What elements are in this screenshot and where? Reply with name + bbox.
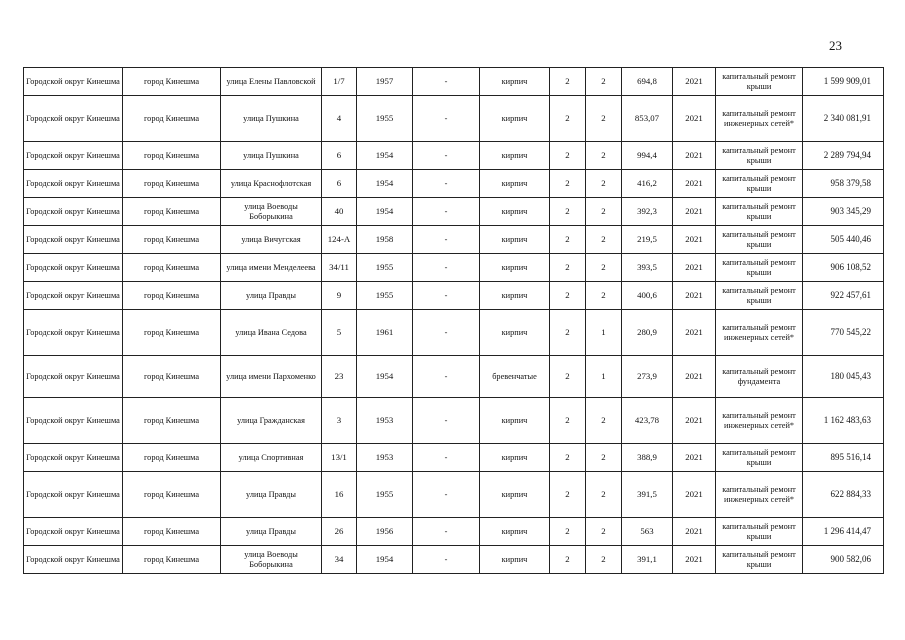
- entrances-cell: 2: [586, 254, 622, 282]
- area-cell: 391,1: [622, 546, 673, 574]
- area-cell: 423,78: [622, 398, 673, 444]
- area-cell: 853,07: [622, 96, 673, 142]
- table-row: [24, 356, 884, 398]
- plan-year-cell: 2021: [673, 444, 716, 472]
- house-number-cell: 34/11: [322, 254, 357, 282]
- wall-material-cell: кирпич: [480, 472, 550, 518]
- house-number-cell: 4: [322, 96, 357, 142]
- work-type-cell: капитальный ремонт крыши: [716, 282, 803, 310]
- cost-cell: 770 545,22: [803, 310, 884, 356]
- cost-cell: 505 440,46: [803, 226, 884, 254]
- area-cell: 273,9: [622, 356, 673, 398]
- table-row: [24, 96, 884, 142]
- plan-year-cell: 2021: [673, 68, 716, 96]
- wall-material-cell: кирпич: [480, 546, 550, 574]
- build-year-cell: 1961: [357, 310, 413, 356]
- district-cell: Городской округ Кинешма: [24, 546, 123, 574]
- street-cell: улица Краснофлотская: [221, 170, 322, 198]
- wall-material-cell: кирпич: [480, 170, 550, 198]
- cost-cell: 900 582,06: [803, 546, 884, 574]
- area-cell: 388,9: [622, 444, 673, 472]
- dash-cell: -: [413, 546, 480, 574]
- work-type-cell: капитальный ремонт крыши: [716, 546, 803, 574]
- house-number-cell: 16: [322, 472, 357, 518]
- district-cell: Городской округ Кинешма: [24, 282, 123, 310]
- house-number-cell: 124-А: [322, 226, 357, 254]
- floors-cell: 2: [550, 142, 586, 170]
- work-type-cell: капитальный ремонт крыши: [716, 226, 803, 254]
- cost-cell: 180 045,43: [803, 356, 884, 398]
- table-row: [24, 310, 884, 356]
- build-year-cell: 1953: [357, 398, 413, 444]
- area-cell: 280,9: [622, 310, 673, 356]
- city-cell: город Кинешма: [123, 472, 221, 518]
- street-cell: улица Воеводы Боборыкина: [221, 198, 322, 226]
- dash-cell: -: [413, 444, 480, 472]
- house-number-cell: 40: [322, 198, 357, 226]
- entrances-cell: 2: [586, 198, 622, 226]
- build-year-cell: 1955: [357, 96, 413, 142]
- area-cell: 563: [622, 518, 673, 546]
- work-type-cell: капитальный ремонт крыши: [716, 518, 803, 546]
- wall-material-cell: кирпич: [480, 68, 550, 96]
- street-cell: улица имени Пархоменко: [221, 356, 322, 398]
- table-row: [24, 254, 884, 282]
- cost-cell: 622 884,33: [803, 472, 884, 518]
- page-number: 23: [829, 38, 842, 53]
- house-number-cell: 23: [322, 356, 357, 398]
- city-cell: город Кинешма: [123, 96, 221, 142]
- floors-cell: 2: [550, 398, 586, 444]
- house-number-cell: 6: [322, 142, 357, 170]
- floors-cell: 2: [550, 310, 586, 356]
- district-cell: Городской округ Кинешма: [24, 356, 123, 398]
- work-type-cell: капитальный ремонт крыши: [716, 254, 803, 282]
- wall-material-cell: кирпич: [480, 142, 550, 170]
- entrances-cell: 2: [586, 226, 622, 254]
- district-cell: Городской округ Кинешма: [24, 170, 123, 198]
- floors-cell: 2: [550, 170, 586, 198]
- build-year-cell: 1956: [357, 518, 413, 546]
- street-cell: улица Пушкина: [221, 96, 322, 142]
- city-cell: город Кинешма: [123, 310, 221, 356]
- cost-cell: 906 108,52: [803, 254, 884, 282]
- street-cell: улица Гражданская: [221, 398, 322, 444]
- table-body: [24, 68, 884, 574]
- dash-cell: -: [413, 226, 480, 254]
- work-type-cell: капитальный ремонт крыши: [716, 444, 803, 472]
- city-cell: город Кинешма: [123, 546, 221, 574]
- floors-cell: 2: [550, 198, 586, 226]
- wall-material-cell: кирпич: [480, 226, 550, 254]
- plan-year-cell: 2021: [673, 254, 716, 282]
- entrances-cell: 2: [586, 472, 622, 518]
- street-cell: улица Правды: [221, 518, 322, 546]
- district-cell: Городской округ Кинешма: [24, 68, 123, 96]
- cost-cell: 2 289 794,94: [803, 142, 884, 170]
- work-type-cell: капитальный ремонт крыши: [716, 142, 803, 170]
- work-type-cell: капитальный ремонт крыши: [716, 198, 803, 226]
- dash-cell: -: [413, 170, 480, 198]
- work-type-cell: капитальный ремонт крыши: [716, 170, 803, 198]
- table-row: [24, 546, 884, 574]
- dash-cell: -: [413, 518, 480, 546]
- district-cell: Городской округ Кинешма: [24, 142, 123, 170]
- floors-cell: 2: [550, 518, 586, 546]
- dash-cell: -: [413, 310, 480, 356]
- area-cell: 392,3: [622, 198, 673, 226]
- table-row: [24, 170, 884, 198]
- house-number-cell: 1/7: [322, 68, 357, 96]
- plan-year-cell: 2021: [673, 96, 716, 142]
- build-year-cell: 1953: [357, 444, 413, 472]
- city-cell: город Кинешма: [123, 142, 221, 170]
- city-cell: город Кинешма: [123, 226, 221, 254]
- cost-cell: 1 599 909,01: [803, 68, 884, 96]
- entrances-cell: 1: [586, 310, 622, 356]
- plan-year-cell: 2021: [673, 518, 716, 546]
- entrances-cell: 2: [586, 546, 622, 574]
- build-year-cell: 1955: [357, 282, 413, 310]
- plan-year-cell: 2021: [673, 198, 716, 226]
- area-cell: 393,5: [622, 254, 673, 282]
- city-cell: город Кинешма: [123, 170, 221, 198]
- entrances-cell: 1: [586, 356, 622, 398]
- work-type-cell: капитальный ремонт инженерных сетей*: [716, 310, 803, 356]
- house-number-cell: 3: [322, 398, 357, 444]
- build-year-cell: 1958: [357, 226, 413, 254]
- plan-year-cell: 2021: [673, 170, 716, 198]
- floors-cell: 2: [550, 444, 586, 472]
- wall-material-cell: кирпич: [480, 198, 550, 226]
- build-year-cell: 1954: [357, 546, 413, 574]
- work-type-cell: капитальный ремонт крыши: [716, 68, 803, 96]
- house-number-cell: 5: [322, 310, 357, 356]
- floors-cell: 2: [550, 226, 586, 254]
- area-cell: 994,4: [622, 142, 673, 170]
- wall-material-cell: бревенчатые: [480, 356, 550, 398]
- street-cell: улица Вичугская: [221, 226, 322, 254]
- cost-cell: 1 296 414,47: [803, 518, 884, 546]
- floors-cell: 2: [550, 96, 586, 142]
- city-cell: город Кинешма: [123, 356, 221, 398]
- house-number-cell: 34: [322, 546, 357, 574]
- table-row: [24, 226, 884, 254]
- street-cell: улица Правды: [221, 472, 322, 518]
- entrances-cell: 2: [586, 68, 622, 96]
- area-cell: 416,2: [622, 170, 673, 198]
- table-row: [24, 444, 884, 472]
- plan-year-cell: 2021: [673, 356, 716, 398]
- build-year-cell: 1954: [357, 356, 413, 398]
- work-type-cell: капитальный ремонт инженерных сетей*: [716, 398, 803, 444]
- dash-cell: -: [413, 254, 480, 282]
- table-row: [24, 68, 884, 96]
- area-cell: 391,5: [622, 472, 673, 518]
- floors-cell: 2: [550, 546, 586, 574]
- table-row: [24, 282, 884, 310]
- district-cell: Городской округ Кинешма: [24, 398, 123, 444]
- dash-cell: -: [413, 398, 480, 444]
- city-cell: город Кинешма: [123, 282, 221, 310]
- entrances-cell: 2: [586, 444, 622, 472]
- floors-cell: 2: [550, 254, 586, 282]
- build-year-cell: 1955: [357, 254, 413, 282]
- wall-material-cell: кирпич: [480, 398, 550, 444]
- build-year-cell: 1954: [357, 170, 413, 198]
- cost-cell: 2 340 081,91: [803, 96, 884, 142]
- dash-cell: -: [413, 356, 480, 398]
- work-type-cell: капитальный ремонт фундамента: [716, 356, 803, 398]
- wall-material-cell: кирпич: [480, 96, 550, 142]
- street-cell: улица Ивана Седова: [221, 310, 322, 356]
- city-cell: город Кинешма: [123, 518, 221, 546]
- plan-year-cell: 2021: [673, 472, 716, 518]
- floors-cell: 2: [550, 472, 586, 518]
- table-row: [24, 142, 884, 170]
- street-cell: улица имени Менделеева: [221, 254, 322, 282]
- dash-cell: -: [413, 282, 480, 310]
- street-cell: улица Спортивная: [221, 444, 322, 472]
- entrances-cell: 2: [586, 142, 622, 170]
- wall-material-cell: кирпич: [480, 518, 550, 546]
- entrances-cell: 2: [586, 282, 622, 310]
- house-number-cell: 9: [322, 282, 357, 310]
- floors-cell: 2: [550, 68, 586, 96]
- city-cell: город Кинешма: [123, 444, 221, 472]
- district-cell: Городской округ Кинешма: [24, 198, 123, 226]
- dash-cell: -: [413, 142, 480, 170]
- table-row: [24, 518, 884, 546]
- area-cell: 400,6: [622, 282, 673, 310]
- wall-material-cell: кирпич: [480, 444, 550, 472]
- district-cell: Городской округ Кинешма: [24, 96, 123, 142]
- city-cell: город Кинешма: [123, 68, 221, 96]
- cost-cell: 922 457,61: [803, 282, 884, 310]
- street-cell: улица Правды: [221, 282, 322, 310]
- cost-cell: 958 379,58: [803, 170, 884, 198]
- district-cell: Городской округ Кинешма: [24, 444, 123, 472]
- plan-year-cell: 2021: [673, 282, 716, 310]
- district-cell: Городской округ Кинешма: [24, 472, 123, 518]
- plan-year-cell: 2021: [673, 142, 716, 170]
- city-cell: город Кинешма: [123, 198, 221, 226]
- entrances-cell: 2: [586, 518, 622, 546]
- district-cell: Городской округ Кинешма: [24, 226, 123, 254]
- housing-repair-table: [23, 67, 884, 574]
- city-cell: город Кинешма: [123, 254, 221, 282]
- district-cell: Городской округ Кинешма: [24, 254, 123, 282]
- plan-year-cell: 2021: [673, 310, 716, 356]
- build-year-cell: 1954: [357, 198, 413, 226]
- floors-cell: 2: [550, 356, 586, 398]
- dash-cell: -: [413, 198, 480, 226]
- dash-cell: -: [413, 68, 480, 96]
- house-number-cell: 6: [322, 170, 357, 198]
- area-cell: 219,5: [622, 226, 673, 254]
- street-cell: улица Елены Павловской: [221, 68, 322, 96]
- cost-cell: 903 345,29: [803, 198, 884, 226]
- floors-cell: 2: [550, 282, 586, 310]
- district-cell: Городской округ Кинешма: [24, 518, 123, 546]
- wall-material-cell: кирпич: [480, 282, 550, 310]
- work-type-cell: капитальный ремонт инженерных сетей*: [716, 472, 803, 518]
- street-cell: улица Пушкина: [221, 142, 322, 170]
- entrances-cell: 2: [586, 170, 622, 198]
- entrances-cell: 2: [586, 96, 622, 142]
- table-row: [24, 198, 884, 226]
- plan-year-cell: 2021: [673, 226, 716, 254]
- cost-cell: 895 516,14: [803, 444, 884, 472]
- plan-year-cell: 2021: [673, 546, 716, 574]
- district-cell: Городской округ Кинешма: [24, 310, 123, 356]
- dash-cell: -: [413, 472, 480, 518]
- work-type-cell: капитальный ремонт инженерных сетей*: [716, 96, 803, 142]
- cost-cell: 1 162 483,63: [803, 398, 884, 444]
- house-number-cell: 13/1: [322, 444, 357, 472]
- table-row: [24, 472, 884, 518]
- build-year-cell: 1954: [357, 142, 413, 170]
- plan-year-cell: 2021: [673, 398, 716, 444]
- area-cell: 694,8: [622, 68, 673, 96]
- house-number-cell: 26: [322, 518, 357, 546]
- city-cell: город Кинешма: [123, 398, 221, 444]
- table-row: [24, 398, 884, 444]
- wall-material-cell: кирпич: [480, 254, 550, 282]
- build-year-cell: 1955: [357, 472, 413, 518]
- entrances-cell: 2: [586, 398, 622, 444]
- wall-material-cell: кирпич: [480, 310, 550, 356]
- build-year-cell: 1957: [357, 68, 413, 96]
- dash-cell: -: [413, 96, 480, 142]
- street-cell: улица Воеводы Боборыкина: [221, 546, 322, 574]
